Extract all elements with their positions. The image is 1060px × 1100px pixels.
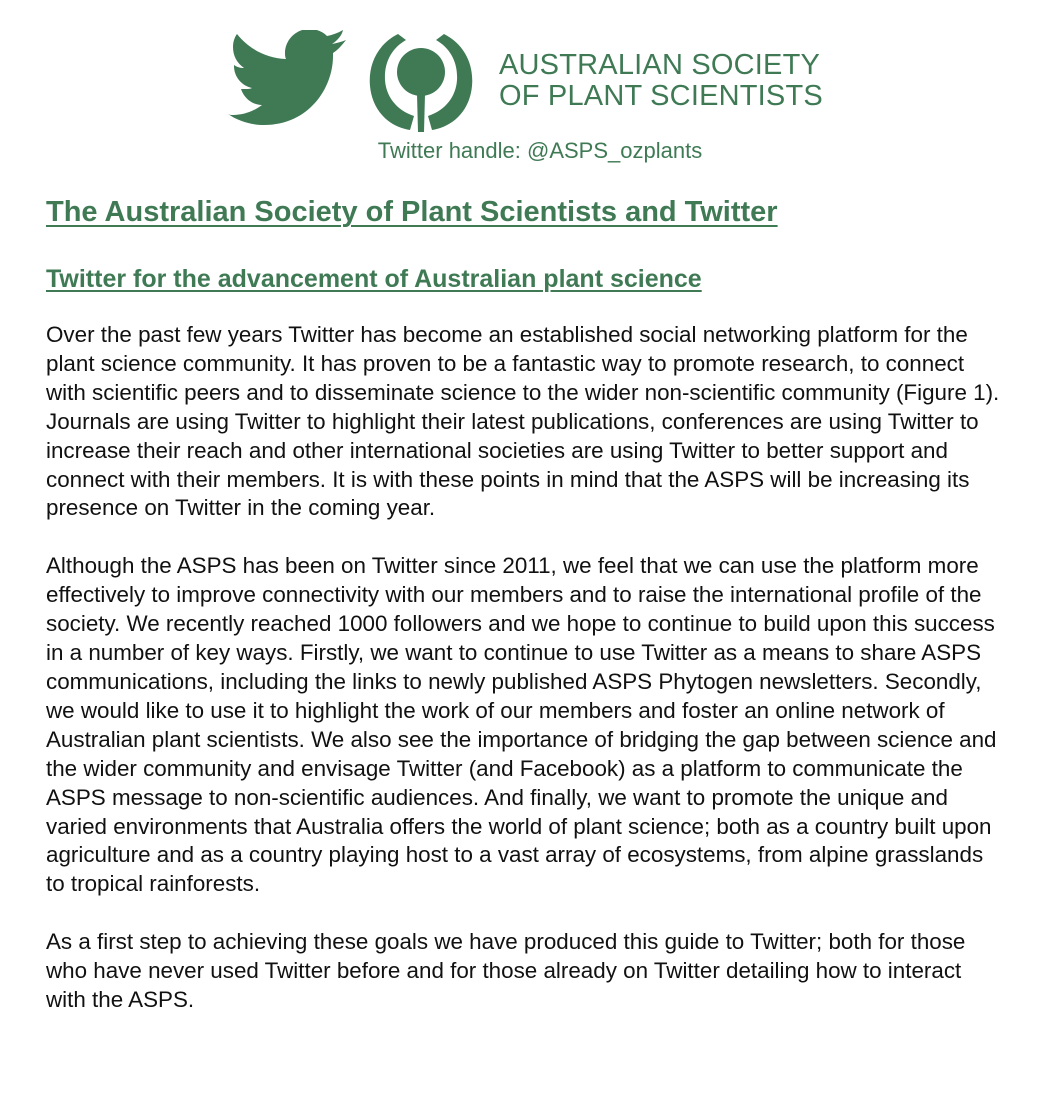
logo-line-2: OF PLANT SCIENTISTS [499, 80, 823, 112]
paragraph-2: Although the ASPS has been on Twitter since 2011, we feel that we can use the platform more effectively to improve connectivity with our members and to raise the international profile of the society. We recently reached 1000 followers and we hope to continue to build upon this success in a number of key ways. Firstly, we want to continue to use Twitter as a means to share ASPS communications, including the links to newly published ASPS Phytogen newsletters. Secondly, we would like to use it to highlight the work of our members and foster an online network of Australian plant scientists. We also see the importance of bridging the gap between science and the wider community and envisage Twitter (and Facebook) as a platform to communicate the ASPS message to non-scientific audiences. And finally, we want to promote the unique and varied environments that Australia offers the world of plant science; both as a country built upon agriculture and as a country playing host to a vast array of ecosystems, from alpine grasslands to tropical rainforests. [46, 553, 997, 897]
twitter-handle-caption [0, 138, 1060, 164]
document-body [46, 196, 1006, 1015]
section-subtitle: Twitter for the advancement of Australian plant science [46, 265, 702, 293]
paragraph-1: Over the past few years Twitter has become an established social networking platform for the plant science community. It has proven to be a fantastic way to promote research, to connect with scientific peers and to disseminate science to the wider non-scientific community (Figure 1). Journals are using Twitter to highlight their latest publications, conferences are using Twitter to increase their reach and other international societies are using Twitter to better support and connect with their members. It is with these points in mind that the ASPS will be increasing its presence on Twitter in the coming year. [46, 322, 1000, 521]
document-title: The Australian Society of Plant Scientists and Twitter [46, 196, 778, 228]
twitter-bird-icon [222, 30, 348, 130]
logo-line-1: AUSTRALIAN SOCIETY [499, 49, 821, 81]
twitter-handle-text: Twitter handle: @ASPS_ozplants [377, 138, 703, 163]
paragraph-3: As a first step to achieving these goals we have produced this guide to Twitter; both for those who have never used Twitter before and for those already on Twitter detailing how to interact with the ASPS. [46, 929, 966, 1013]
header [0, 0, 1060, 175]
logo-text [499, 50, 823, 112]
asps-seal-icon [368, 28, 474, 132]
